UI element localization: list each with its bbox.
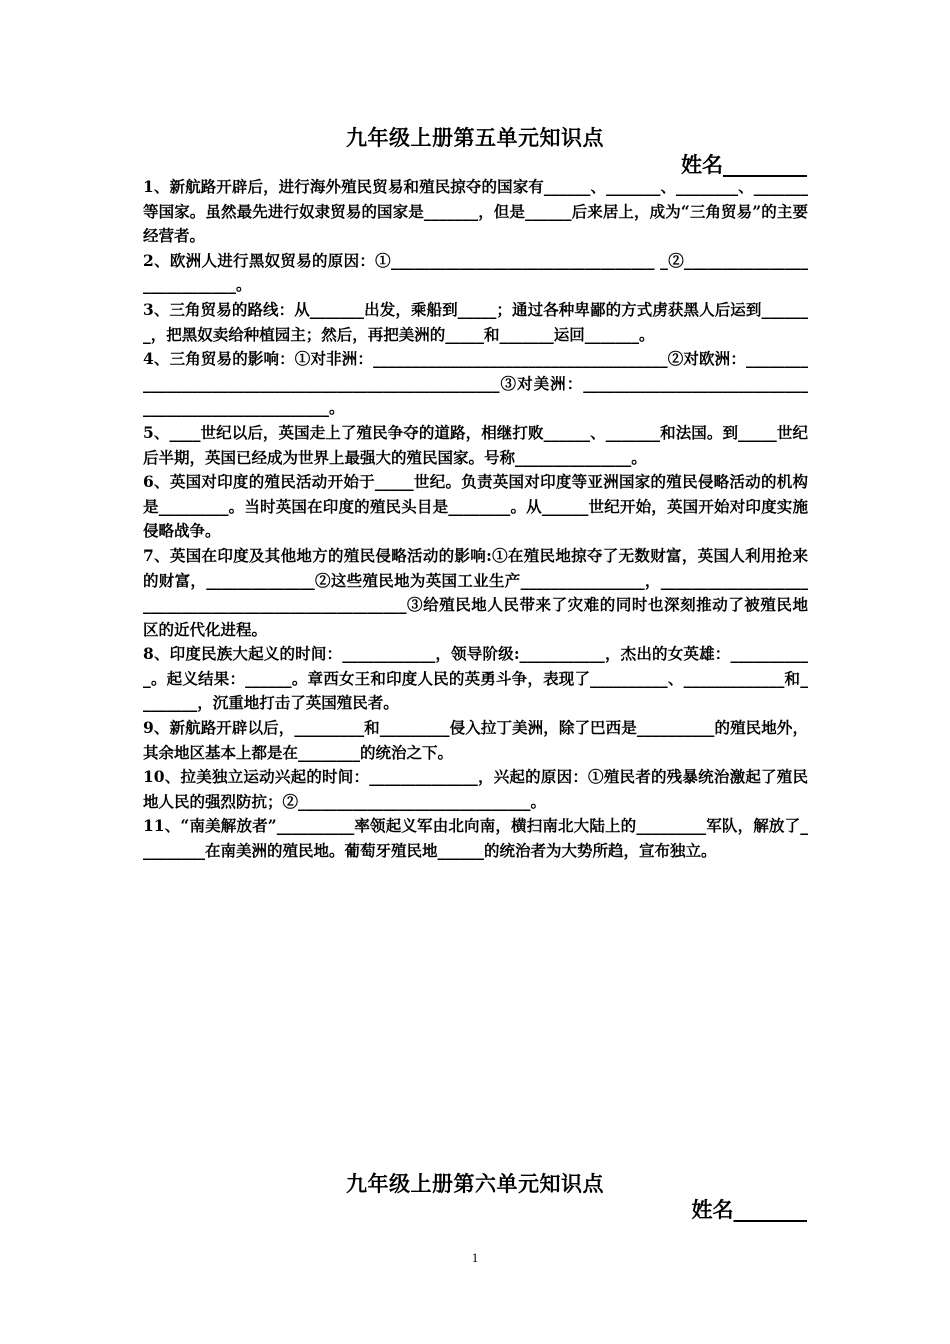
page-number: 1 — [471, 1250, 479, 1265]
question-1: 1、新航路开辟后，进行海外殖民贸易和殖民掠夺的国家有______、_______、________、_______等国家。虽然最先进行奴隶贸易的国家是_______，但是______后来居上，成为“三角贸易”的主要经营者。 — [143, 177, 808, 246]
question-4: 4、三角贸易的影响：①对非洲：______________________________________②对欧洲：______________________________________________________③对美洲：_____________________________________________________。 — [143, 349, 808, 418]
unit6-title: 九年级上册第六单元知识点 — [346, 1171, 604, 1196]
unit5-questions — [143, 175, 808, 864]
question-2: 2、欧洲人进行黑奴贸易的原因：①__________________________________ _②____________________________。 — [143, 250, 808, 295]
question-7: 7、英国在印度及其他地方的殖民侵略活动的影响:①在殖民地掠夺了无数财富，英国人利用抢来的财富，______________②这些殖民地为英国工业生产________________，_____________________________________________________③给殖民地人民带来了灾难的同时也深刻推动了被殖民地区的近代化进程。 — [143, 545, 808, 639]
question-5: 5、____世纪以后，英国走上了殖民争夺的道路，相继打败______、_______和法国。到_____世纪后半期，英国已经成为世界上最强大的殖民国家。号称_______________。 — [143, 422, 808, 467]
unit5-name-field: 姓名________ — [681, 152, 807, 177]
question-10: 10、拉美独立运动兴起的时间：______________，兴起的原因：①殖民者的残暴统治激起了殖民地人民的强烈防抗；②______________________________。 — [143, 767, 808, 811]
question-3: 3、三角贸易的路线：从_______出发，乘船到_____；通过各种卑鄙的方式虏获黑人后运到_______，把黑奴卖给种植园主；然后，再把美洲的_____和_______运回_______。 — [143, 299, 808, 344]
question-11: 11、“南美解放者”__________率领起义军由北向南，横扫南北大陆上的_________军队，解放了_________在南美洲的殖民地。葡萄牙殖民地______的统治者为大势所趋，宣布独立。 — [143, 816, 808, 861]
question-6: 6、英国对印度的殖民活动开始于_____世纪。负责英国对印度等亚洲国家的殖民侵略活动的机构是_________。当时英国在印度的殖民头目是________。从______世纪开始，英国开始对印度实施侵略战争。 — [143, 472, 808, 541]
unit6-name-field: 姓名_______ — [691, 1197, 807, 1222]
question-8: 8、印度民族大起义的时间：____________，领导阶级:___________，杰出的女英雄：___________。起义结果：______。章西女王和印度人民的英勇斗争，表现了__________、_____________和________，沉重地打击了英国殖民者。 — [143, 644, 808, 713]
question-9: 9、新航路开辟以后，_________和_________侵入拉丁美洲，除了巴西是__________的殖民地外，其余地区基本上都是在________的统治之下。 — [143, 718, 808, 762]
unit5-title: 九年级上册第五单元知识点 — [346, 125, 604, 150]
